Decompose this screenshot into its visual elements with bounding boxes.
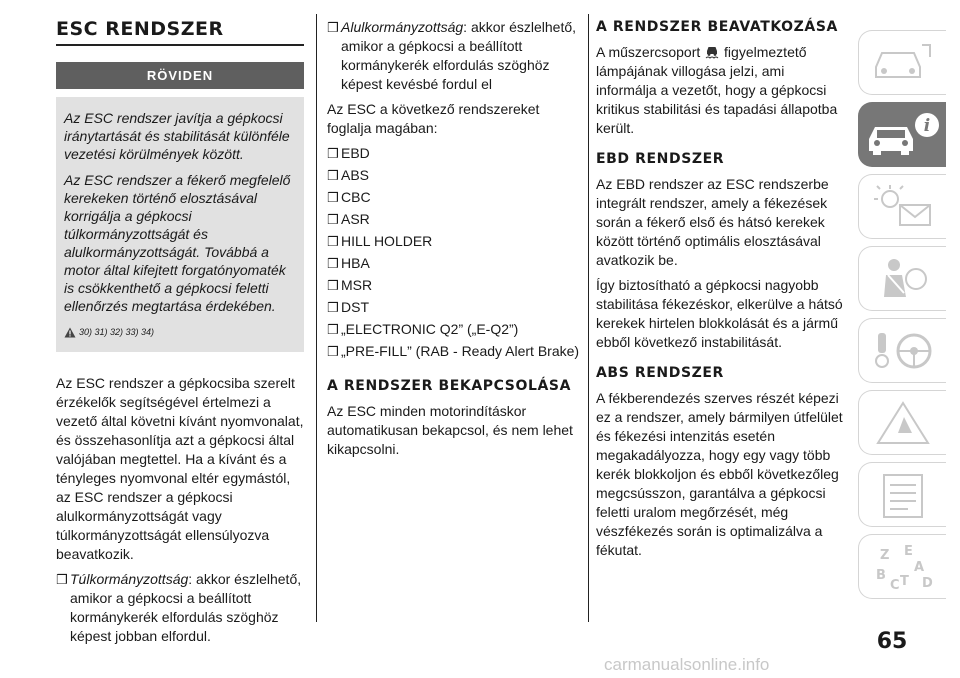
heading-ebd: EBD RENDSZER [596, 151, 725, 167]
checkbox-bullet-icon: ❒ [327, 20, 339, 35]
warning-lights-icon [868, 181, 938, 233]
svg-text:T: T [899, 573, 909, 589]
section-title: ESC RENDSZER [56, 18, 304, 46]
checkbox-bullet-icon: ❒ [327, 278, 339, 293]
reference-numbers: 30) 31) 32) 33) 34) [79, 327, 155, 337]
heading-intervention: A RENDSZER BEAVATKOZÁSA [596, 19, 838, 35]
bullet-understeer [327, 18, 581, 94]
list-item: ❒ „ELECTRONIC Q2” („E-Q2”) [327, 321, 519, 337]
bullet-oversteer [56, 570, 304, 646]
checkbox-bullet-icon: ❒ [327, 168, 339, 183]
tab-safety[interactable] [858, 102, 946, 167]
checkbox-bullet-icon: ❒ [327, 300, 339, 315]
alphabetical-index-icon [868, 541, 938, 593]
summary-box [56, 97, 304, 352]
checkbox-bullet-icon: ❒ [327, 234, 339, 249]
warning-references [64, 323, 294, 342]
warning-triangle-icon [64, 327, 76, 338]
list-item: ❒ HILL HOLDER [327, 233, 433, 249]
emergency-triangle-icon [868, 397, 938, 449]
column-divider-1 [316, 14, 317, 622]
tab-index[interactable] [858, 534, 946, 599]
column-1 [56, 18, 304, 649]
summary-header: RÖVIDEN [56, 62, 304, 89]
checkbox-bullet-icon: ❒ [327, 146, 339, 161]
ebd-paragraph-2: Így biztosítható a gépkocsi nagyobb stabilitása fékezéskor, elkerülve a hátsó kerekek hirtelen blokkolását és a jármű ebből következő instabilitását. [596, 277, 843, 350]
esc-description: Az ESC rendszer a gépkocsiba szerelt érzékelők segítségével értelmezi a vezető által követni kívánt nyomvonalat, és összehasonlítja azt a gépkocsi által valójában megtettel. Ha a kívánt és a tényleges nyomvonal eltér egymástól, az ESC rendszer a gépkocsi alulkormányzottságát vagy túlkormányzottságát ellensúlyozva beavatkozik. [56, 375, 304, 562]
column-3 [596, 18, 848, 566]
summary-paragraph-1: Az ESC rendszer javítja a gépkocsi iránytartását és stabilitását különféle vezetési körülmények között. [64, 110, 290, 162]
tab-dashboard[interactable] [858, 30, 946, 95]
svg-text:C: C [889, 577, 900, 593]
tab-maintenance[interactable] [858, 462, 946, 527]
tab-safety-airbag[interactable] [858, 246, 946, 311]
intervention-text: A műszercsoport figyelmeztető lámpájának villogása jelzi, ami informálja a vezetőt, hogy a gépkocsi kritikus stabilitási és tapadási állapotba került. [596, 44, 838, 136]
bullet-text: : akkor észlelhető, amikor a gépkocsi a beállított kormánykerék elfordulás szöghöz képest kevésbé fordul el [341, 19, 577, 92]
esc-warning-light-icon [704, 44, 720, 59]
tab-emergency[interactable] [858, 390, 946, 455]
activation-text: Az ESC minden motorindításkor automatikusan bekapcsol, és nem lehet kikapcsolni. [327, 403, 573, 457]
list-item: ❒ CBC [327, 189, 371, 205]
bullet-text: : akkor észlelhető, amikor a gépkocsi a beállított kormánykerék elfordulás szöghöz képest jobban elfordul. [70, 571, 302, 644]
abs-paragraph: A fékberendezés szerves részét képezi ez a rendszer, amely bármilyen útfelület és fékezési intenzitás esetén megakadályozza, hogy egy vagy több kerék blokkoljon és ebből következőleg megcsússzon, garantálva a gépkocsi feletti uralom megőrzését, még vészfékezés során is optimalizálva a fékutat. [596, 390, 843, 558]
svg-text:D: D [921, 575, 933, 591]
watermark: carmanualsonline.info [604, 655, 770, 674]
list-item: ❒ ABS [327, 167, 370, 183]
svg-text:i: i [923, 115, 930, 136]
heading-activation: A RENDSZER BEKAPCSOLÁSA [327, 378, 572, 394]
chapter-sidebar [858, 30, 946, 606]
tab-warning-lights[interactable] [858, 174, 946, 239]
svg-text:E: E [903, 543, 913, 559]
bullet-term: Túlkormányzottság [70, 571, 189, 587]
car-dashboard-icon [868, 37, 938, 89]
list-item: ❒ HBA [327, 255, 370, 271]
column-divider-2 [588, 14, 589, 622]
list-item: ❒ EBD [327, 145, 370, 161]
checkbox-bullet-icon: ❒ [327, 212, 339, 227]
checkbox-bullet-icon: ❒ [327, 344, 339, 359]
list-item: ❒ ASR [327, 211, 370, 227]
list-item: ❒ DST [327, 299, 369, 315]
list-item: ❒ „PRE-FILL” (RAB - Ready Alert Brake) [327, 343, 580, 359]
svg-text:Z: Z [879, 547, 889, 563]
car-info-icon [863, 109, 943, 161]
page-number: 65 [876, 629, 908, 654]
ebd-paragraph-1: Az EBD rendszer az ESC rendszerbe integrált rendszer, amely a fékezések során a fékerő első és hátsó kerekek között történő optimális elosztásával avatkozik be. [596, 176, 829, 268]
checkbox-bullet-icon: ❒ [327, 256, 339, 271]
key-steering-icon [868, 325, 938, 377]
tab-starting-driving[interactable] [858, 318, 946, 383]
column-2 [327, 18, 581, 465]
service-list-icon [868, 469, 938, 521]
checkbox-bullet-icon: ❒ [56, 572, 68, 587]
checkbox-bullet-icon: ❒ [327, 322, 339, 337]
svg-text:B: B [875, 567, 886, 583]
systems-list [327, 144, 581, 361]
bullet-term: Alulkormányzottság [341, 19, 464, 35]
list-item: ❒ MSR [327, 277, 373, 293]
svg-text:A: A [913, 559, 924, 575]
summary-paragraph-2: Az ESC rendszer a fékerő megfelelő kerekeken történő elosztásával korrigálja a gépkocsi túlkormányzottságát és alulkormányzottságát. Továbbá a motor által kifejtett forgatónyomaték is csökkenthető a gépkocsi feletti ellenőrzés megtartása érdekében. [64, 172, 291, 314]
systems-intro: Az ESC a következő rendszereket foglalja magában: [327, 101, 540, 136]
seatbelt-airbag-icon [868, 253, 938, 305]
checkbox-bullet-icon: ❒ [327, 190, 339, 205]
heading-abs: ABS RENDSZER [596, 365, 724, 381]
